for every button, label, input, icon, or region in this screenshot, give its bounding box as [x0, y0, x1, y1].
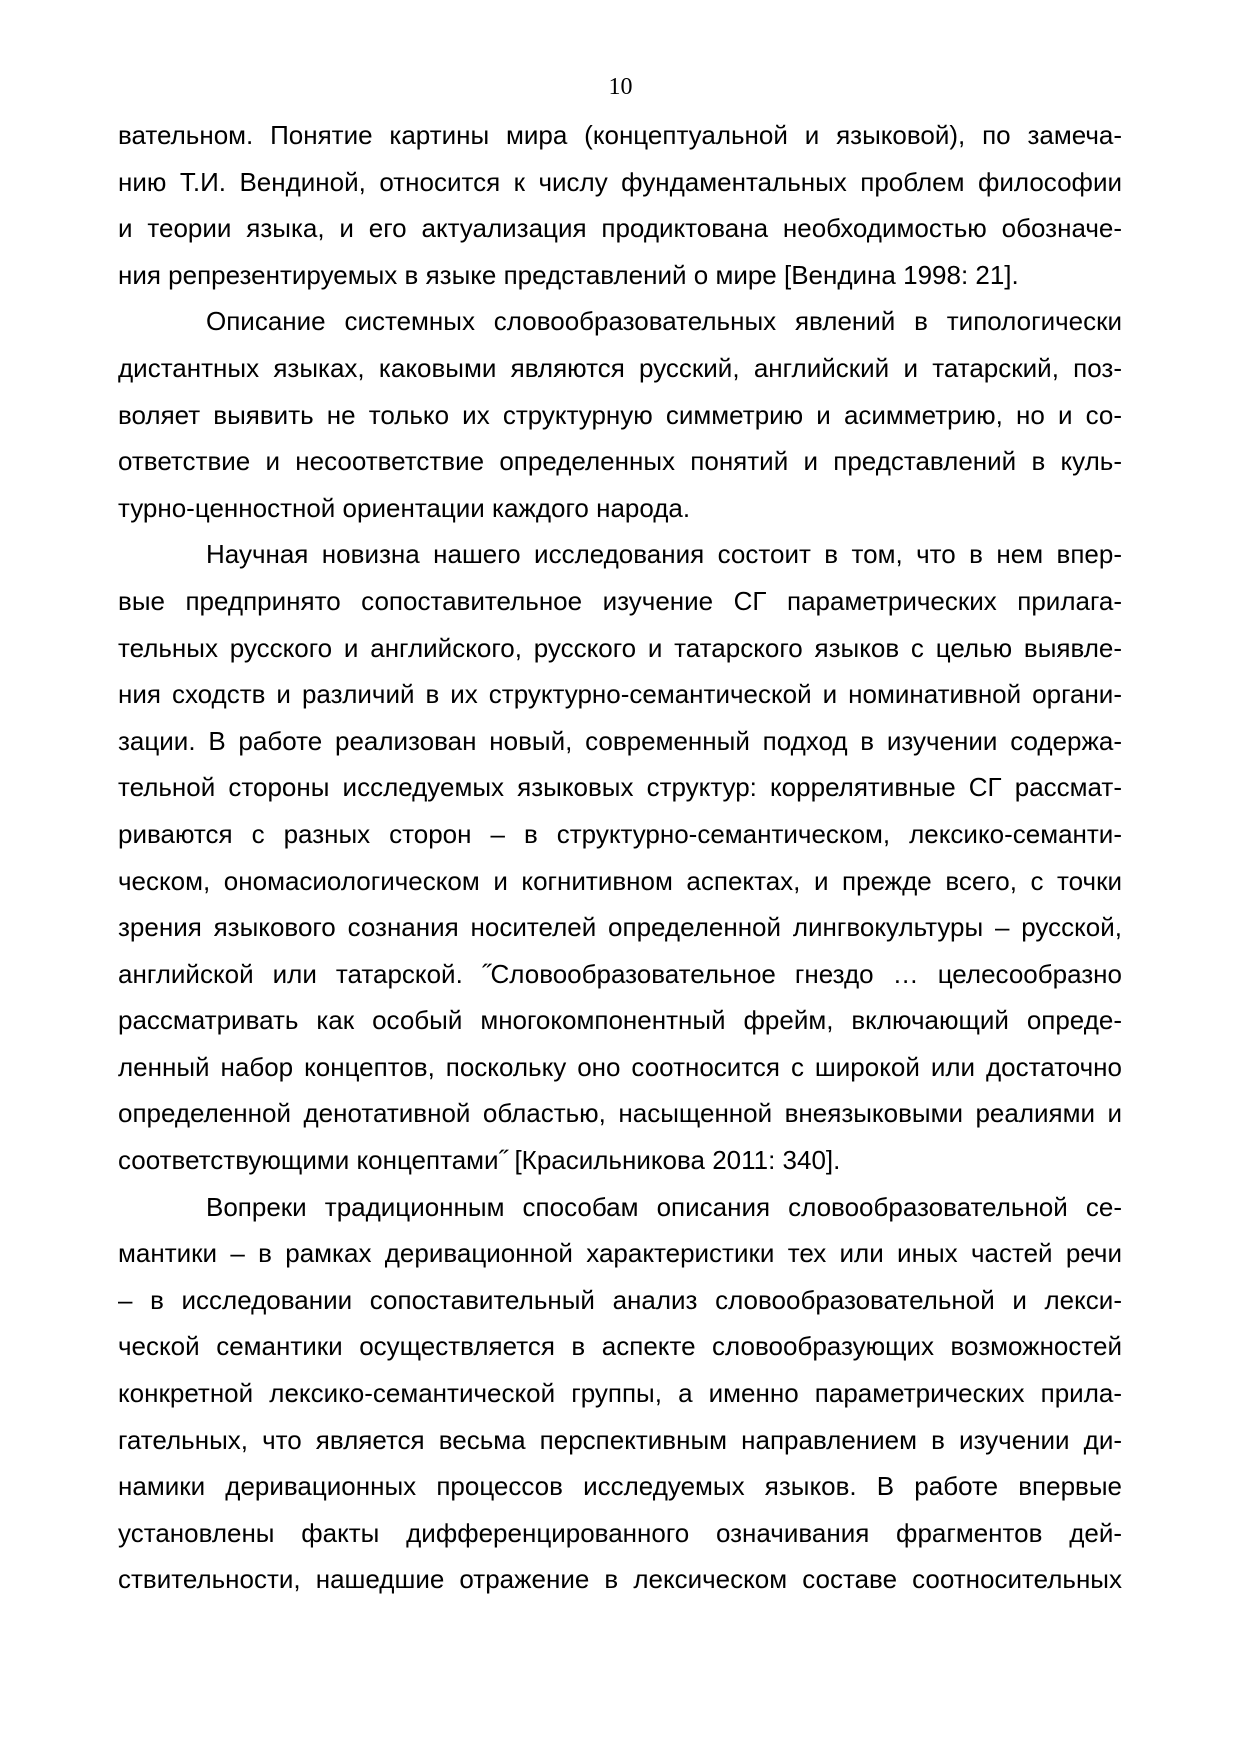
text-line: ния сходств и различий в их структурно-семантической и номинативной органи- [118, 679, 1122, 710]
text-line: зации. В работе реализован новый, современный подход в изучении содержа- [118, 725, 1122, 756]
text-line: зрения языкового сознания носителей определенной лингвокультуры – русской, [118, 912, 1122, 943]
body-text [118, 112, 1122, 1603]
text-line: ческой семантики осуществляется в аспекте словообразующих возможностей [118, 1331, 1122, 1362]
text-line: риваются с разных сторон – в структурно-семантическом, лексико-семанти- [118, 818, 1122, 849]
text-line: соответствующими концептами˝ [Красильникова 2011: 340]. [118, 1145, 841, 1176]
paragraph [118, 1184, 1122, 1603]
text-line: турно-ценностной ориентации каждого народа. [118, 492, 691, 523]
text-line: определенной денотативной областью, насыщенной внеязыковыми реалиями и [118, 1098, 1122, 1129]
text-line: ния репрезентируемых в языке представлений о мире [Вендина 1998: 21]. [118, 259, 1019, 290]
page-number: 10 [608, 74, 633, 100]
text-line: нию Т.И. Вендиной, относится к числу фундаментальных проблем философии [118, 166, 1122, 197]
paragraph [118, 531, 1122, 1183]
text-line: ствительности, нашедшие отражение в лексическом составе соотносительных [118, 1564, 1122, 1595]
text-line: тельных русского и английского, русского и татарского языков с целью выявле- [118, 632, 1122, 663]
text-line: вые предпринято сопоставительное изучение СГ параметрических прилага- [118, 585, 1122, 616]
text-line: конкретной лексико-семантической группы, а именно параметрических прила- [118, 1378, 1122, 1409]
text-line: тельной стороны исследуемых языковых структур: коррелятивные СГ рассмат- [118, 772, 1122, 803]
text-line: Научная новизна нашего исследования состоит в том, что в нем впер- [206, 539, 1122, 570]
text-line: рассматривать как особый многокомпонентный фрейм, включающий опреде- [118, 1005, 1122, 1036]
text-line: Вопреки традиционным способам описания словообразовательной се- [206, 1191, 1122, 1222]
text-line: ческом, ономасиологическом и когнитивном аспектах, и прежде всего, с точки [118, 865, 1122, 896]
text-line: дистантных языках, каковыми являются русский, английский и татарский, поз- [118, 352, 1122, 383]
text-line: и теории языка, и его актуализация продиктована необходимостью обозначе- [118, 213, 1122, 244]
text-line: вательном. Понятие картины мира (концептуальной и языковой), по замеча- [118, 120, 1122, 150]
text-line: английской или татарской. ˝Словообразовательное гнездо … целесообразно [118, 958, 1122, 989]
text-line: мантики – в рамках деривационной характеристики тех или иных частей речи [118, 1238, 1122, 1269]
paragraph [118, 112, 1122, 298]
text-line: намики деривационных процессов исследуемых языков. В работе впервые [118, 1471, 1122, 1502]
text-line: установлены факты дифференцированного означивания фрагментов дей- [118, 1517, 1122, 1548]
text-line: воляет выявить не только их структурную симметрию и асимметрию, но и со- [118, 399, 1122, 430]
paragraph [118, 298, 1122, 531]
text-line: ответствие и несоответствие определенных понятий и представлений в куль- [118, 446, 1122, 477]
text-line: гательных, что является весьма перспективным направлением в изучении ди- [118, 1424, 1122, 1455]
text-line: ленный набор концептов, поскольку оно соотносится с широкой или достаточно [118, 1051, 1122, 1082]
text-line: – в исследовании сопоставительный анализ словообразовательной и лекси- [118, 1284, 1122, 1315]
text-line: Описание системных словообразовательных явлений в типологически [206, 306, 1122, 337]
